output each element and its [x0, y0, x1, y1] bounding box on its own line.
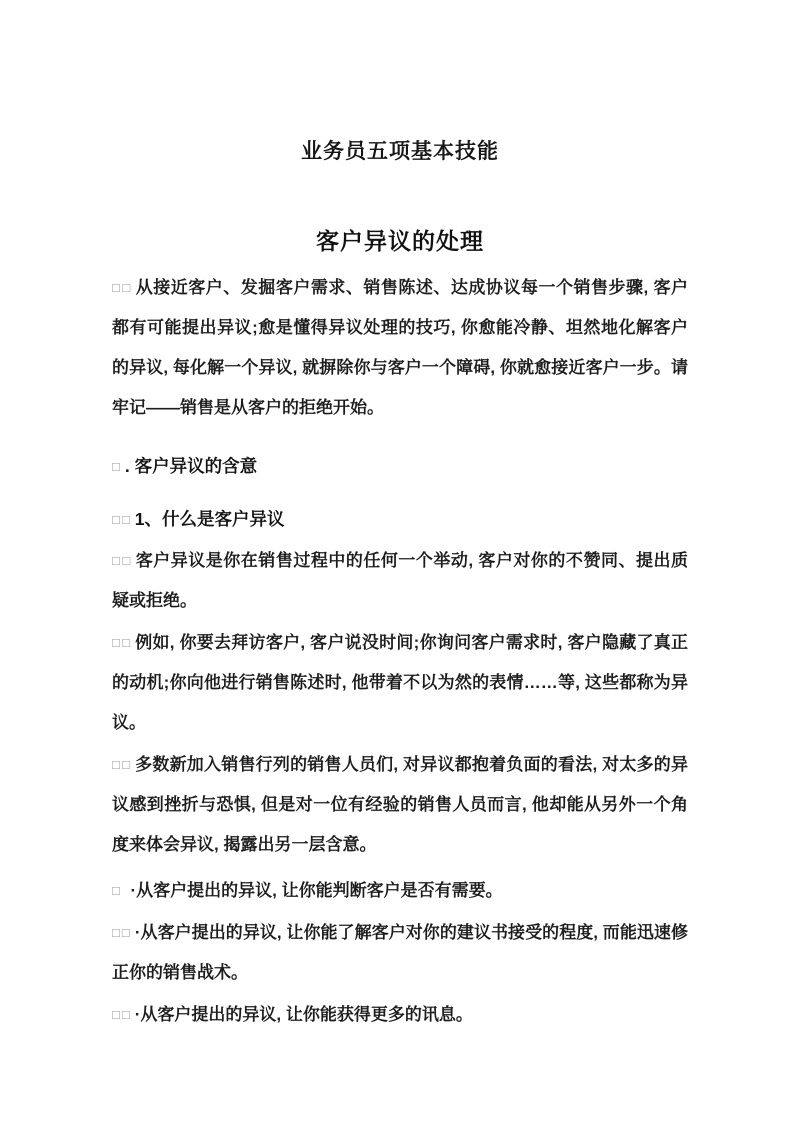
- bullet-list: [112, 871, 688, 1035]
- placeholder-box: □□: [112, 553, 133, 568]
- paragraph-example-text: 例如, 你要去拜访客户, 客户说没时间;你询问客户需求时, 客户隐藏了真正的动机;你向他进行销售陈述时, 他带着不以为然的表情……等, 这些都称为异议。: [112, 633, 688, 732]
- document-title: 业务员五项基本技能: [301, 140, 499, 163]
- list-item: [112, 995, 688, 1035]
- list-item-text: ·从客户提出的异议, 让你能获得更多的讯息。: [134, 1005, 473, 1024]
- list-item-text: ·从客户提出的异议, 让你能了解客户对你的建议书接受的程度, 而能迅速修正你的销售战术。: [112, 923, 688, 982]
- paragraph-newcomers: [112, 745, 688, 865]
- paragraph-intro: [112, 268, 688, 428]
- list-item: [112, 913, 688, 993]
- placeholder-box: □: [112, 883, 128, 898]
- placeholder-box: □□: [112, 925, 132, 940]
- list-item-text: ·从客户提出的异议, 让你能判断客户是否有需要。: [130, 881, 503, 900]
- heading-meaning: [112, 446, 688, 487]
- subheading-what-is-objection: [112, 499, 688, 540]
- placeholder-box: □□: [112, 757, 133, 772]
- paragraph-definition-text: 客户异议是你在销售过程中的任何一个举动, 客户对你的不赞同、提出质疑或拒绝。: [112, 551, 688, 610]
- placeholder-box: □: [112, 459, 122, 474]
- placeholder-box: □□: [112, 635, 133, 650]
- placeholder-box: □□: [112, 1007, 132, 1022]
- paragraph-example: [112, 623, 688, 743]
- subheading-what-is-objection-text: 1、什么是客户异议: [134, 509, 285, 529]
- paragraph-definition: [112, 541, 688, 621]
- placeholder-box: □□: [112, 512, 132, 527]
- placeholder-box: □□: [112, 280, 133, 295]
- list-item: [112, 871, 688, 911]
- paragraph-intro-text: 从接近客户、发掘客户需求、销售陈述、达成协议每一个销售步骤, 客户都有可能提出异议;愈是懂得异议处理的技巧, 你愈能冷静、坦然地化解客户的异议, 每化解一个异议, 就摒除你与客户一个障碍, 你就愈接近客户一步。请牢记——销售是从客户的拒绝开始。: [112, 278, 688, 417]
- heading-meaning-text: . 客户异议的含意: [124, 456, 258, 476]
- paragraph-newcomers-text: 多数新加入销售行列的销售人员们, 对异议都抱着负面的看法, 对太多的异议感到挫折与恐惧, 但是对一位有经验的销售人员而言, 他却能从另外一个角度来体会异议, 揭露出另一层含意。: [112, 755, 688, 854]
- section-title: 客户异议的处理: [316, 228, 484, 254]
